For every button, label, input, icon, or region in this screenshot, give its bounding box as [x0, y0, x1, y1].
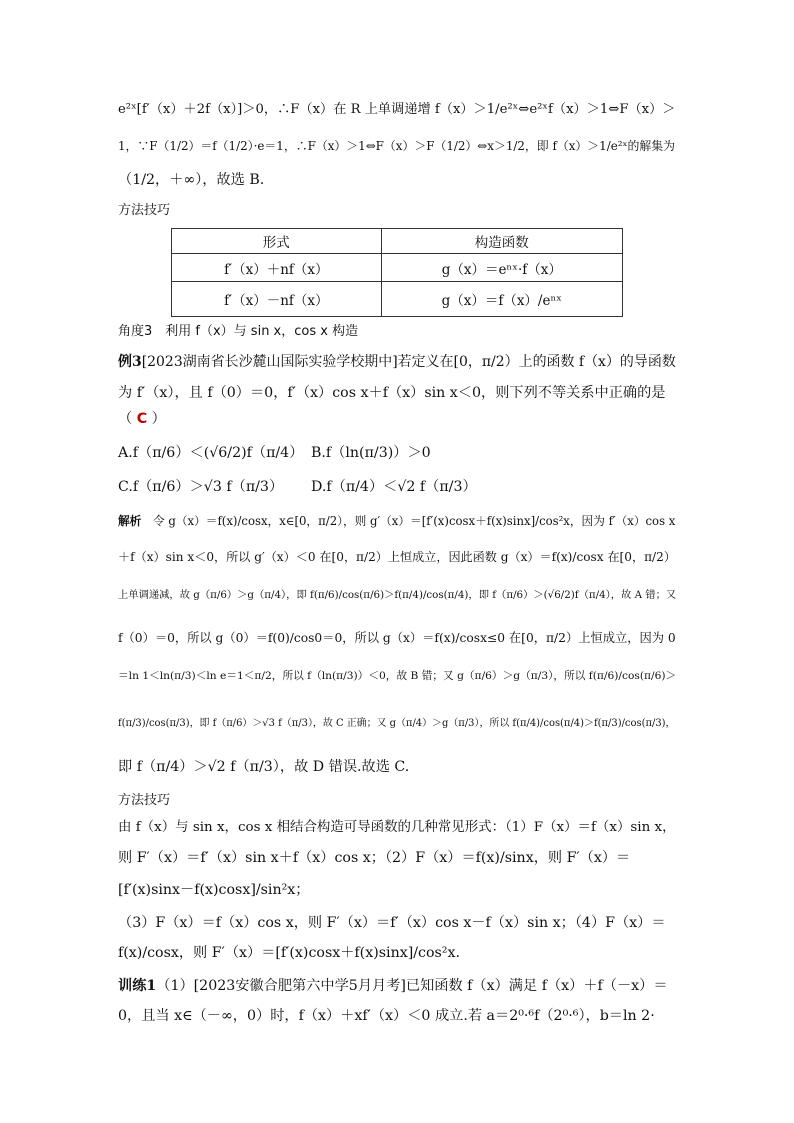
solution-line: 上单调递减，故 g（π/6）＞g（π/4），即 f(π/6)/cos(π/6)＞f(π/4)/cos(π/4)，即 f（π/6）＞(√6/2)f（π/4），故 A 错；又: [118, 589, 677, 601]
training-line: 0，且当 x∈（－∞，0）时，f（x）＋xf′（x）＜0 成立.若 a＝2⁰·⁶f（2⁰·⁶），b＝ln 2·: [118, 1008, 655, 1024]
paren-left: （: [118, 411, 133, 427]
option-d: D.f（π/4）＜√2 f（π/3）: [311, 479, 477, 495]
method-line: f(x)/cosx，则 F′（x）＝[f′(x)cosx＋f(x)sinx]/cos²x.: [118, 945, 460, 961]
answer-value: C: [136, 411, 148, 427]
answer-line: [118, 409, 166, 429]
example-text: [2023湖南省长沙麓山国际实验学校期中]若定义在[0，π/2）上的函数 f（x）的导函数: [141, 354, 676, 370]
paren-right: ）: [151, 411, 166, 427]
method-table: [171, 228, 623, 317]
method-line: [f′(x)sinx－f(x)cosx]/sin²x；: [118, 882, 310, 898]
solution-line: [118, 511, 675, 531]
training-text: （1）[2023安徽合肥第六中学5月月考]已知函数 f（x）满足 f（x）＋f（－x）＝: [156, 978, 668, 994]
table-cell: f′（x）－nf（x）: [172, 282, 382, 317]
solution-line: ＝ln 1＜ln(π/3)＜ln e＝1＜π/2，所以 f（ln(π/3)）＜0，故 B 错；又 g（π/6）＞g（π/3），所以 f(π/6)/cos(π/6)＞: [118, 669, 677, 682]
text-line: e²ˣ[f′（x）＋2f（x）]＞0，∴F（x）在 R 上单调递增 f（x）＞1/e²ˣ⇔e²ˣf（x）＞1⇔F（x）＞: [118, 102, 676, 117]
table-cell: f′（x）＋nf（x）: [172, 254, 382, 282]
table-row: [172, 282, 623, 317]
option-c: C.f（π/6）＞√3 f（π/3）: [118, 479, 284, 495]
method-line: （3）F（x）＝f（x）cos x，则 F′（x）＝f′（x）cos x－f（x）sin x；（4）F（x）＝: [118, 915, 666, 931]
training-label: 训练1: [118, 978, 157, 994]
solution-line: f(π/3)/cos(π/3)，即 f（π/6）＞√3 f（π/3），故 C 正确；又 g（π/4）＞g（π/3），所以 f(π/4)/cos(π/4)＞f(π/3)/cos(π/3)，: [118, 718, 676, 729]
text-line: 1，∵F（1/2）＝f（1/2）·e＝1，∴F（x）＞1⇔F（x）＞F（1/2）⇔x＞1/2，即 f（x）＞1/e²ˣ的解集为: [118, 139, 676, 153]
table-header-row: [172, 229, 623, 254]
table-row: [172, 254, 623, 282]
solution-line: ＋f（x）sin x＜0，所以 g′（x）＜0 在[0，π/2）上恒成立，因此函数 g（x）＝f(x)/cosx 在[0，π/2）: [118, 550, 676, 564]
training-line: [118, 976, 668, 996]
solution-line: f（0）＝0，所以 g（0）＝f(0)/cos0＝0，所以 g（x）＝f(x)/cosx≤0 在[0，π/2）上恒成立，因为 0: [118, 631, 676, 645]
solution-line: 即 f（π/4）＞√2 f（π/3），故 D 错误.故选 C.: [118, 759, 410, 775]
option-b: B.f（ln(π/3)）＞0: [311, 445, 431, 461]
solution-text: 令 g（x）＝f(x)/cosx，x∈[0，π/2），则 g′（x）＝[f′(x)cosx＋f(x)sinx]/cos²x，因为 f′（x）cos x: [141, 514, 676, 528]
table-header-cell: 形式: [172, 229, 382, 254]
table-cell: g（x）＝f（x）/eⁿˣ: [381, 282, 622, 317]
text-line: （1/2，＋∞），故选 B.: [118, 172, 265, 188]
table-cell: g（x）＝eⁿˣ·f（x）: [381, 254, 622, 282]
angle-heading: 角度3 利用 f（x）与 sin x，cos x 构造: [118, 324, 359, 339]
example-line: [118, 352, 676, 372]
method-tip-heading: 方法技巧: [118, 793, 171, 808]
solution-label: 解析: [118, 514, 142, 528]
option-a: A.f（π/6）＜(√6/2)f（π/4）: [118, 445, 304, 461]
method-line: 则 F′（x）＝f′（x）sin x＋f（x）cos x；（2）F（x）＝f(x)/sinx，则 F′（x）＝: [118, 850, 631, 866]
example-label: 例3: [118, 354, 142, 370]
method-line: 由 f（x）与 sin x，cos x 相结合构造可导函数的几种常见形式：（1）F（x）＝f（x）sin x，: [118, 820, 676, 835]
method-tip-heading: 方法技巧: [118, 203, 171, 218]
example-line: 为 f′（x），且 f（0）＝0，f′（x）cos x＋f（x）sin x＜0，则下列不等关系中正确的是: [118, 385, 666, 401]
table-header-cell: 构造函数: [381, 229, 622, 254]
